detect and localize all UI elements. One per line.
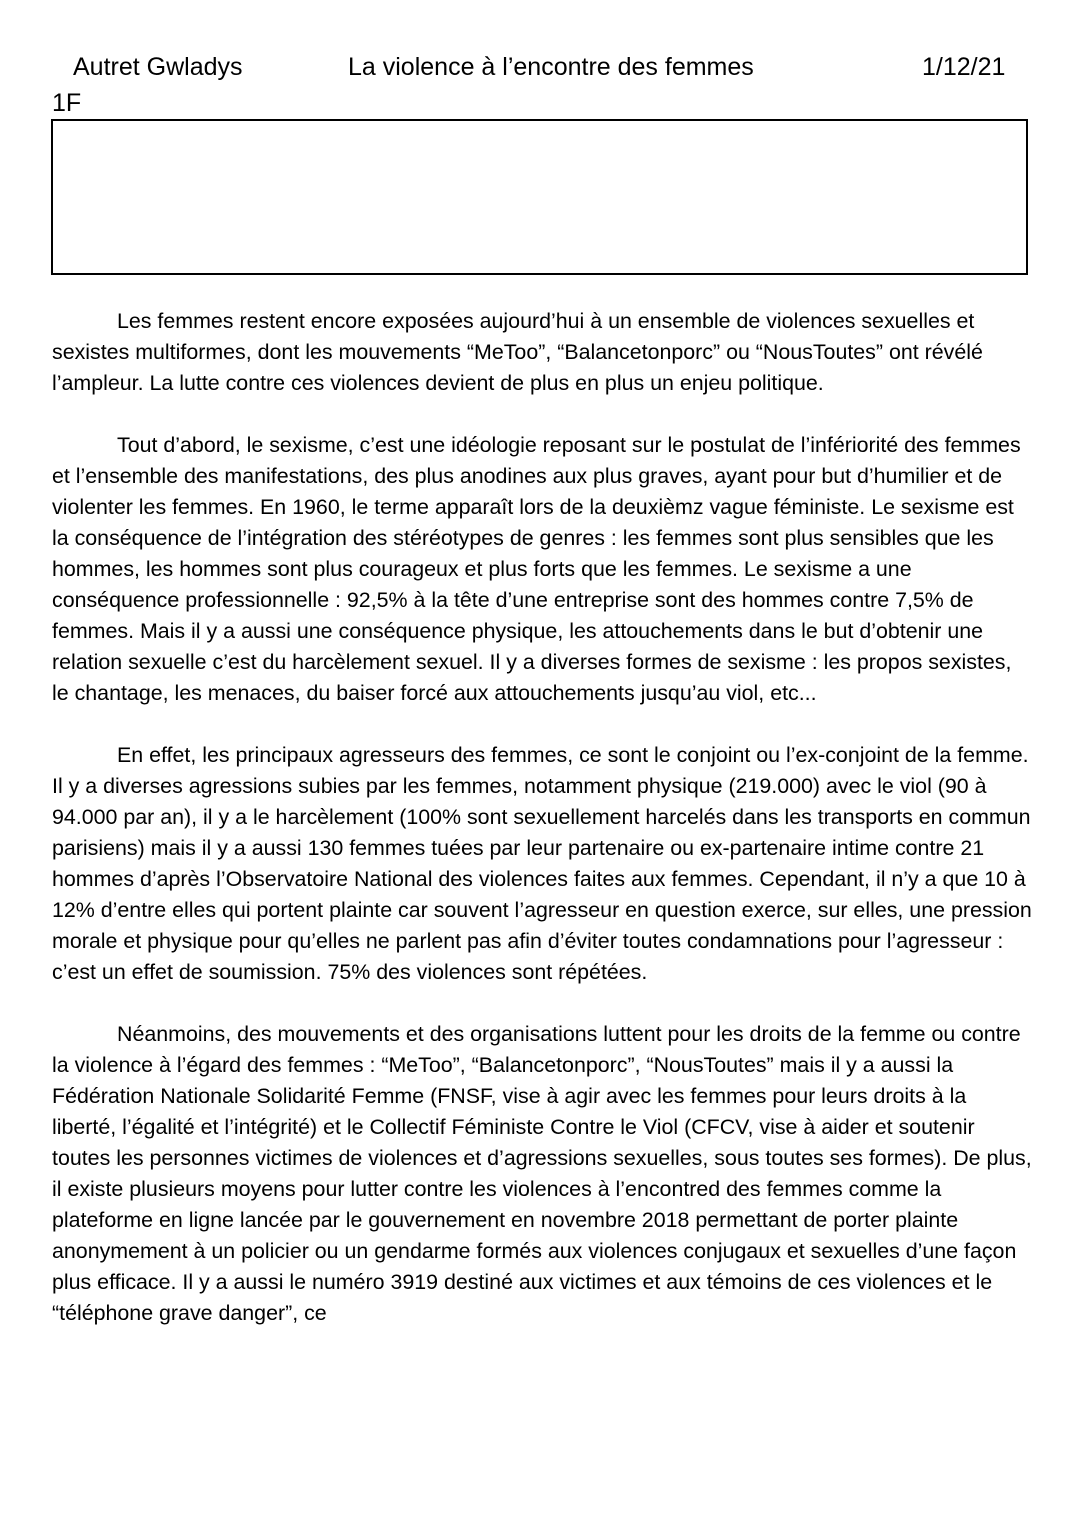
paragraph-intro: Les femmes restent encore exposées aujourd’hui à un ensemble de violences sexuelles et sexistes multiformes, dont les mouvements “MeToo”, “Balancetonporc” ou “NousToutes” ont révélé l’ampleur. La lutte contre ces violences devient de plus en plus un enjeu politique. (52, 309, 983, 395)
empty-answer-box (51, 119, 1028, 275)
paragraph-aggressors: En effet, les principaux agresseurs des femmes, ce sont le conjoint ou l’ex-conjoint de la femme. Il y a diverses agressions subies par les femmes, notamment physique (219.000) avec le viol (90 à 94.000 par an), il y a le harcèlement (100% sont sexuellement harcelés dans les transports en commun parisiens) mais il y a aussi 130 femmes tuées par leur partenaire ou ex-partenaire intime contre 21 hommes d’après l’Observatoire National des violences faites aux femmes. Cependant, il n’y a que 10 à 12% d’entre elles qui portent plainte car souvent l’agresseur en question exerce, sur elles, une pression morale et physique pour qu’elles ne parlent pas afin d’éviter toutes condamnations pour l’agresseur : c’est un effet de soumission. 75% des violences sont répétées. (52, 743, 1032, 984)
class-label: 1F (52, 89, 82, 117)
paragraph-sexism: Tout d’abord, le sexisme, c’est une idéologie reposant sur le postulat de l’infériorité des femmes et l’ensemble des manifestations, des plus anodines aux plus graves, ayant pour but d’humilier et de violenter les femmes. En 1960, le terme apparaît lors de la deuxièmz vague féministe. Le sexisme est la conséquence de l’intégration des stéréotypes de genres : les femmes sont plus sensibles que les hommes, les hommes sont plus courageux et plus forts que les femmes. Le sexisme a une conséquence professionnelle : 92,5% à la tête d’une entreprise sont des hommes contre 7,5% de femmes. Mais il y a aussi une conséquence physique, les attouchements dans le but d’obtenir une relation sexuelle c’est du harcèlement sexuel. Il y a diverses formes de sexisme : les propos sexistes, le chantage, les menaces, du baiser forcé aux attouchements jusqu’au viol, etc... (52, 433, 1021, 705)
essay-body (52, 306, 1032, 1360)
paragraph-movements: Néanmoins, des mouvements et des organisations luttent pour les droits de la femme ou contre la violence à l’égard des femmes : “MeToo”, “Balancetonporc”, “NousToutes” mais il y a aussi la Fédération Nationale Solidarité Femme (FNSF, vise à agir avec les femmes pour leurs droits à la liberté, l’égalité et l’intégrité) et le Collectif Féministe Contre le Viol (CFCV, vise à aider et soutenir toutes les personnes victimes de violences et d’agressions sexuelles, sous toutes ses formes). De plus, il existe plusieurs moyens pour lutter contre les violences à l’encontred des femmes comme la plateforme en ligne lancée par le gouvernement en novembre 2018 permettant de porter plainte anonymement à un policier ou un gendarme formés aux violences conjugaux et sexuelles d’une façon plus efficace. Il y a aussi le numéro 3919 destiné aux victimes et aux témoins de ces violences et le “téléphone grave danger”, ce (52, 1022, 1032, 1325)
document-title: La violence à l’encontre des femmes (348, 53, 754, 81)
author-name: Autret Gwladys (73, 53, 243, 81)
document-date: 1/12/21 (922, 53, 1006, 81)
